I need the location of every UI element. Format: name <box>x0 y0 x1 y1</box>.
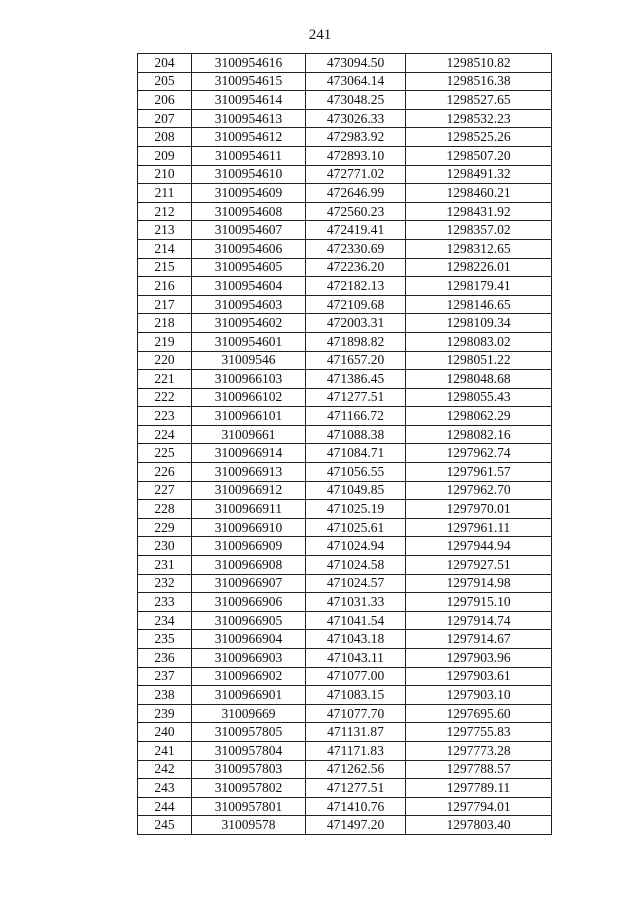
row-index-cell: 240 <box>138 723 192 742</box>
table-row <box>138 667 552 686</box>
row-index-cell: 229 <box>138 518 192 537</box>
table-row <box>138 314 552 333</box>
page-number: 241 <box>308 27 332 43</box>
point-id-cell: 3100954604 <box>192 277 306 296</box>
point-id-cell: 3100954603 <box>192 295 306 314</box>
row-index-cell: 245 <box>138 816 192 835</box>
x-coordinate-cell: 472003.31 <box>306 314 406 333</box>
table-row <box>138 686 552 705</box>
coordinates-table <box>137 53 552 835</box>
y-coordinate-cell: 1298532.23 <box>406 109 552 128</box>
table-row <box>138 481 552 500</box>
point-id-cell: 3100954611 <box>192 146 306 165</box>
point-id-cell: 3100954608 <box>192 202 306 221</box>
x-coordinate-cell: 471386.45 <box>306 370 406 389</box>
table-row <box>138 593 552 612</box>
row-index-cell: 244 <box>138 797 192 816</box>
point-id-cell: 3100966102 <box>192 388 306 407</box>
row-index-cell: 242 <box>138 760 192 779</box>
y-coordinate-cell: 1297914.98 <box>406 574 552 593</box>
x-coordinate-cell: 472109.68 <box>306 295 406 314</box>
row-index-cell: 226 <box>138 463 192 482</box>
point-id-cell: 3100966913 <box>192 463 306 482</box>
x-coordinate-cell: 471083.15 <box>306 686 406 705</box>
table-row <box>138 556 552 575</box>
y-coordinate-cell: 1298516.38 <box>406 72 552 91</box>
y-coordinate-cell: 1298055.43 <box>406 388 552 407</box>
point-id-cell: 3100966903 <box>192 649 306 668</box>
table-row <box>138 649 552 668</box>
row-index-cell: 221 <box>138 370 192 389</box>
y-coordinate-cell: 1298491.32 <box>406 165 552 184</box>
row-index-cell: 219 <box>138 332 192 351</box>
x-coordinate-cell: 473094.50 <box>306 54 406 73</box>
x-coordinate-cell: 472893.10 <box>306 146 406 165</box>
table-row <box>138 816 552 835</box>
y-coordinate-cell: 1297970.01 <box>406 500 552 519</box>
y-coordinate-cell: 1298460.21 <box>406 184 552 203</box>
row-index-cell: 205 <box>138 72 192 91</box>
y-coordinate-cell: 1298357.02 <box>406 221 552 240</box>
table-row <box>138 518 552 537</box>
table-row <box>138 91 552 110</box>
row-index-cell: 220 <box>138 351 192 370</box>
table-row <box>138 128 552 147</box>
table-row <box>138 779 552 798</box>
point-id-cell: 3100957801 <box>192 797 306 816</box>
table-row <box>138 258 552 277</box>
x-coordinate-cell: 471898.82 <box>306 332 406 351</box>
point-id-cell: 3100966907 <box>192 574 306 593</box>
table-row <box>138 72 552 91</box>
x-coordinate-cell: 472771.02 <box>306 165 406 184</box>
x-coordinate-cell: 471025.61 <box>306 518 406 537</box>
row-index-cell: 222 <box>138 388 192 407</box>
y-coordinate-cell: 1298510.82 <box>406 54 552 73</box>
table-row <box>138 370 552 389</box>
y-coordinate-cell: 1297903.61 <box>406 667 552 686</box>
table-row <box>138 574 552 593</box>
point-id-cell: 3100966103 <box>192 370 306 389</box>
point-id-cell: 31009669 <box>192 704 306 723</box>
y-coordinate-cell: 1297803.40 <box>406 816 552 835</box>
x-coordinate-cell: 471056.55 <box>306 463 406 482</box>
point-id-cell: 3100966902 <box>192 667 306 686</box>
point-id-cell: 31009546 <box>192 351 306 370</box>
row-index-cell: 217 <box>138 295 192 314</box>
row-index-cell: 224 <box>138 425 192 444</box>
point-id-cell: 3100954607 <box>192 221 306 240</box>
table-row <box>138 407 552 426</box>
y-coordinate-cell: 1297794.01 <box>406 797 552 816</box>
x-coordinate-cell: 471024.57 <box>306 574 406 593</box>
y-coordinate-cell: 1298431.92 <box>406 202 552 221</box>
point-id-cell: 3100954616 <box>192 54 306 73</box>
row-index-cell: 214 <box>138 239 192 258</box>
row-index-cell: 237 <box>138 667 192 686</box>
point-id-cell: 3100966909 <box>192 537 306 556</box>
point-id-cell: 3100966911 <box>192 500 306 519</box>
y-coordinate-cell: 1297789.11 <box>406 779 552 798</box>
table-row <box>138 351 552 370</box>
point-id-cell: 3100966905 <box>192 611 306 630</box>
table-row <box>138 500 552 519</box>
point-id-cell: 3100957804 <box>192 741 306 760</box>
x-coordinate-cell: 472646.99 <box>306 184 406 203</box>
point-id-cell: 31009578 <box>192 816 306 835</box>
row-index-cell: 211 <box>138 184 192 203</box>
x-coordinate-cell: 471277.51 <box>306 779 406 798</box>
y-coordinate-cell: 1298146.65 <box>406 295 552 314</box>
y-coordinate-cell: 1297961.57 <box>406 463 552 482</box>
row-index-cell: 218 <box>138 314 192 333</box>
x-coordinate-cell: 471077.00 <box>306 667 406 686</box>
point-id-cell: 3100966901 <box>192 686 306 705</box>
x-coordinate-cell: 471025.19 <box>306 500 406 519</box>
row-index-cell: 243 <box>138 779 192 798</box>
row-index-cell: 234 <box>138 611 192 630</box>
point-id-cell: 3100954601 <box>192 332 306 351</box>
table-row <box>138 221 552 240</box>
point-id-cell: 3100954615 <box>192 72 306 91</box>
point-id-cell: 3100954613 <box>192 109 306 128</box>
row-index-cell: 238 <box>138 686 192 705</box>
table-row <box>138 797 552 816</box>
point-id-cell: 3100954606 <box>192 239 306 258</box>
point-id-cell: 3100954610 <box>192 165 306 184</box>
y-coordinate-cell: 1298083.02 <box>406 332 552 351</box>
table-row <box>138 184 552 203</box>
y-coordinate-cell: 1297695.60 <box>406 704 552 723</box>
row-index-cell: 216 <box>138 277 192 296</box>
x-coordinate-cell: 471277.51 <box>306 388 406 407</box>
point-id-cell: 3100954612 <box>192 128 306 147</box>
table-row <box>138 202 552 221</box>
x-coordinate-cell: 471077.70 <box>306 704 406 723</box>
x-coordinate-cell: 471024.58 <box>306 556 406 575</box>
table-row <box>138 332 552 351</box>
x-coordinate-cell: 472236.20 <box>306 258 406 277</box>
x-coordinate-cell: 472330.69 <box>306 239 406 258</box>
table-row <box>138 723 552 742</box>
y-coordinate-cell: 1298051.22 <box>406 351 552 370</box>
x-coordinate-cell: 472182.13 <box>306 277 406 296</box>
x-coordinate-cell: 471043.18 <box>306 630 406 649</box>
y-coordinate-cell: 1298507.20 <box>406 146 552 165</box>
x-coordinate-cell: 471262.56 <box>306 760 406 779</box>
table-row <box>138 165 552 184</box>
x-coordinate-cell: 471088.38 <box>306 425 406 444</box>
row-index-cell: 230 <box>138 537 192 556</box>
row-index-cell: 233 <box>138 593 192 612</box>
row-index-cell: 231 <box>138 556 192 575</box>
table-row <box>138 425 552 444</box>
table-row <box>138 630 552 649</box>
y-coordinate-cell: 1298525.26 <box>406 128 552 147</box>
row-index-cell: 209 <box>138 146 192 165</box>
x-coordinate-cell: 471084.71 <box>306 444 406 463</box>
row-index-cell: 223 <box>138 407 192 426</box>
point-id-cell: 3100954609 <box>192 184 306 203</box>
y-coordinate-cell: 1298527.65 <box>406 91 552 110</box>
row-index-cell: 227 <box>138 481 192 500</box>
row-index-cell: 236 <box>138 649 192 668</box>
x-coordinate-cell: 471043.11 <box>306 649 406 668</box>
table-row <box>138 295 552 314</box>
x-coordinate-cell: 473048.25 <box>306 91 406 110</box>
row-index-cell: 215 <box>138 258 192 277</box>
x-coordinate-cell: 471497.20 <box>306 816 406 835</box>
point-id-cell: 3100966906 <box>192 593 306 612</box>
point-id-cell: 3100957802 <box>192 779 306 798</box>
row-index-cell: 241 <box>138 741 192 760</box>
point-id-cell: 3100954602 <box>192 314 306 333</box>
table-row <box>138 611 552 630</box>
x-coordinate-cell: 471031.33 <box>306 593 406 612</box>
point-id-cell: 3100966910 <box>192 518 306 537</box>
row-index-cell: 235 <box>138 630 192 649</box>
table-row <box>138 146 552 165</box>
y-coordinate-cell: 1297903.10 <box>406 686 552 705</box>
x-coordinate-cell: 472983.92 <box>306 128 406 147</box>
y-coordinate-cell: 1298312.65 <box>406 239 552 258</box>
row-index-cell: 208 <box>138 128 192 147</box>
row-index-cell: 228 <box>138 500 192 519</box>
x-coordinate-cell: 472560.23 <box>306 202 406 221</box>
y-coordinate-cell: 1298062.29 <box>406 407 552 426</box>
y-coordinate-cell: 1297914.74 <box>406 611 552 630</box>
y-coordinate-cell: 1297927.51 <box>406 556 552 575</box>
table-row <box>138 277 552 296</box>
y-coordinate-cell: 1297755.83 <box>406 723 552 742</box>
table-row <box>138 239 552 258</box>
row-index-cell: 213 <box>138 221 192 240</box>
x-coordinate-cell: 471041.54 <box>306 611 406 630</box>
x-coordinate-cell: 471049.85 <box>306 481 406 500</box>
row-index-cell: 239 <box>138 704 192 723</box>
table-row <box>138 444 552 463</box>
y-coordinate-cell: 1297903.96 <box>406 649 552 668</box>
x-coordinate-cell: 472419.41 <box>306 221 406 240</box>
point-id-cell: 3100954605 <box>192 258 306 277</box>
y-coordinate-cell: 1297961.11 <box>406 518 552 537</box>
point-id-cell: 3100957803 <box>192 760 306 779</box>
point-id-cell: 3100966101 <box>192 407 306 426</box>
x-coordinate-cell: 471171.83 <box>306 741 406 760</box>
y-coordinate-cell: 1297788.57 <box>406 760 552 779</box>
point-id-cell: 31009661 <box>192 425 306 444</box>
table-row <box>138 54 552 73</box>
y-coordinate-cell: 1298109.34 <box>406 314 552 333</box>
point-id-cell: 3100966908 <box>192 556 306 575</box>
point-id-cell: 3100966914 <box>192 444 306 463</box>
x-coordinate-cell: 473026.33 <box>306 109 406 128</box>
y-coordinate-cell: 1298226.01 <box>406 258 552 277</box>
x-coordinate-cell: 471166.72 <box>306 407 406 426</box>
x-coordinate-cell: 471410.76 <box>306 797 406 816</box>
y-coordinate-cell: 1297944.94 <box>406 537 552 556</box>
y-coordinate-cell: 1297962.74 <box>406 444 552 463</box>
y-coordinate-cell: 1297773.28 <box>406 741 552 760</box>
y-coordinate-cell: 1298048.68 <box>406 370 552 389</box>
table-row <box>138 741 552 760</box>
y-coordinate-cell: 1297915.10 <box>406 593 552 612</box>
table-row <box>138 463 552 482</box>
table-row <box>138 704 552 723</box>
x-coordinate-cell: 471024.94 <box>306 537 406 556</box>
table-body <box>138 54 552 835</box>
y-coordinate-cell: 1298179.41 <box>406 277 552 296</box>
row-index-cell: 210 <box>138 165 192 184</box>
y-coordinate-cell: 1298082.16 <box>406 425 552 444</box>
point-id-cell: 3100957805 <box>192 723 306 742</box>
x-coordinate-cell: 471657.20 <box>306 351 406 370</box>
y-coordinate-cell: 1297962.70 <box>406 481 552 500</box>
row-index-cell: 204 <box>138 54 192 73</box>
table-row <box>138 760 552 779</box>
row-index-cell: 206 <box>138 91 192 110</box>
row-index-cell: 212 <box>138 202 192 221</box>
table-row <box>138 109 552 128</box>
x-coordinate-cell: 473064.14 <box>306 72 406 91</box>
row-index-cell: 225 <box>138 444 192 463</box>
table-row <box>138 388 552 407</box>
y-coordinate-cell: 1297914.67 <box>406 630 552 649</box>
row-index-cell: 207 <box>138 109 192 128</box>
x-coordinate-cell: 471131.87 <box>306 723 406 742</box>
point-id-cell: 3100966904 <box>192 630 306 649</box>
table-row <box>138 537 552 556</box>
point-id-cell: 3100954614 <box>192 91 306 110</box>
point-id-cell: 3100966912 <box>192 481 306 500</box>
row-index-cell: 232 <box>138 574 192 593</box>
